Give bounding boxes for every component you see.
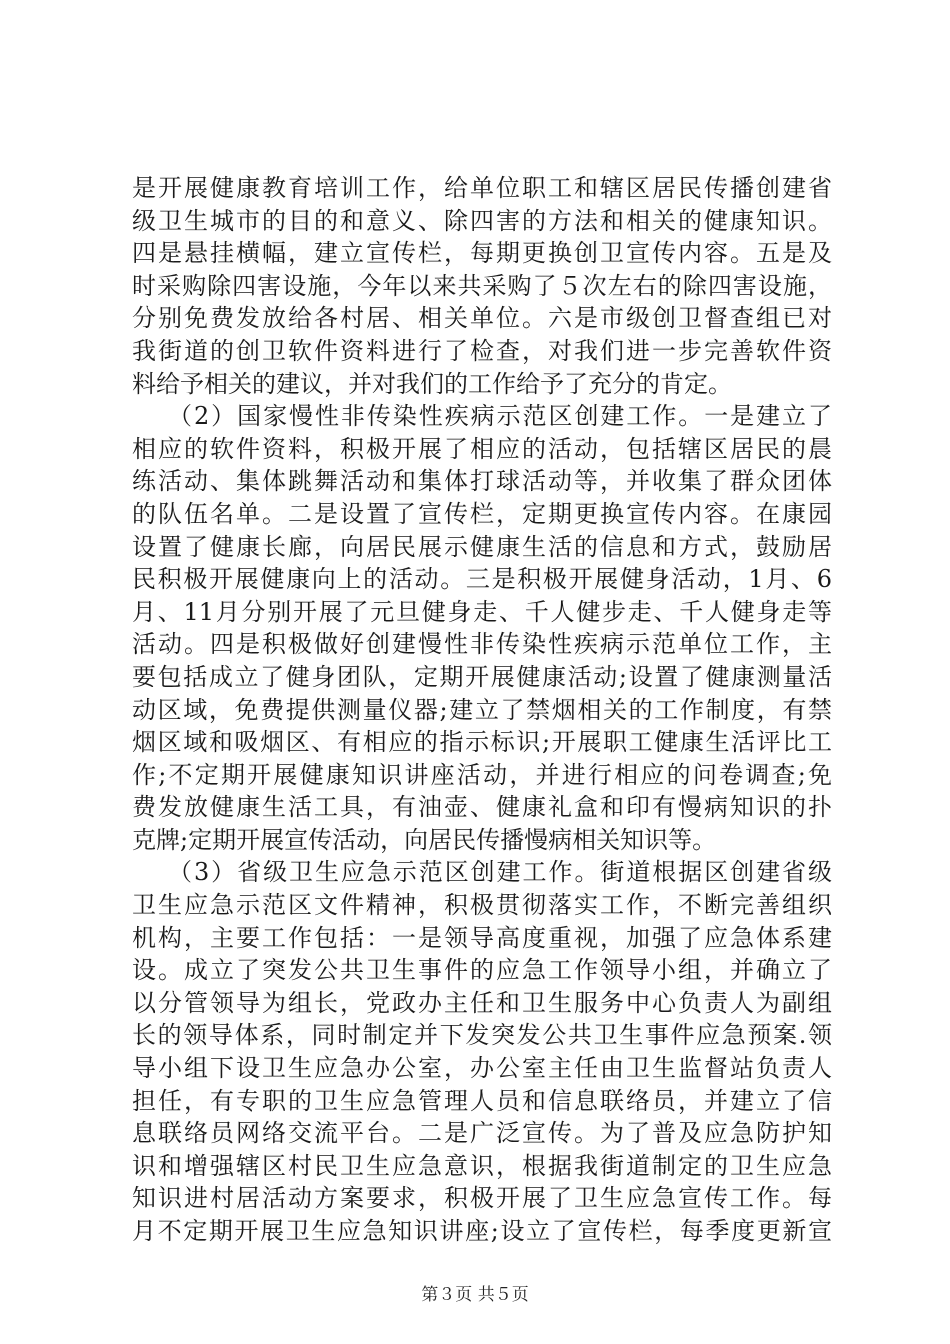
text-line: 息联络员网络交流平台。二是广泛宣传。为了普及应急防护知 xyxy=(132,1119,832,1148)
text-line: 卫生应急示范区文件精神，积极贯彻落实工作，不断完善组织 xyxy=(132,891,832,920)
text-line: 民积极开展健康向上的活动。三是积极开展健身活动，1月、6 xyxy=(132,565,832,594)
text-line: 四是悬挂横幅，建立宣传栏，每期更换创卫宣传内容。五是及 xyxy=(132,239,832,268)
page-number-footer: 第３页 共５页 xyxy=(421,1285,529,1305)
text-line: 相应的软件资料，积极开展了相应的活动，包括辖区居民的晨 xyxy=(132,434,832,463)
paragraph-start-line: （2）国家慢性非传染性疾病示范区创建工作。一是建立了 xyxy=(168,402,832,431)
text-line: 的队伍名单。二是设置了宣传栏，定期更换宣传内容。在康园 xyxy=(132,499,832,528)
document-body xyxy=(132,172,832,1248)
text-line: 长的领导体系，同时制定并下发突发公共卫生事件应急预案.领 xyxy=(132,1021,832,1050)
text-line: 担任，有专职的卫生应急管理人员和信息联络员，并建立了信 xyxy=(132,1086,832,1115)
text-line: 我街道的创卫软件资料进行了检查，对我们进一步完善软件资 xyxy=(132,336,832,365)
text-line: 作;不定期开展健康知识讲座活动，并进行相应的问卷调查;免 xyxy=(132,760,832,789)
text-line: 是开展健康教育培训工作，给单位职工和辖区居民传播创建省 xyxy=(132,174,832,202)
text-line: 识和增强辖区村民卫生应急意识，根据我街道制定的卫生应急 xyxy=(132,1151,832,1180)
text-line: 分别免费发放给各村居、相关单位。六是市级创卫督查组已对 xyxy=(132,304,832,333)
text-line: 费发放健康生活工具，有油壶、健康礼盒和印有慢病知识的扑 xyxy=(132,793,832,822)
text-line: 活动。四是积极做好创建慢性非传染性疾病示范单位工作，主 xyxy=(132,630,832,659)
paragraph-start-line: （3）省级卫生应急示范区创建工作。街道根据区创建省级 xyxy=(168,858,832,887)
text-line: 烟区域和吸烟区、有相应的指示标识;开展职工健康生活评比工 xyxy=(132,728,832,757)
text-line: 知识进村居活动方案要求，积极开展了卫生应急宣传工作。每 xyxy=(132,1184,832,1213)
text-line: 以分管领导为组长，党政办主任和卫生服务中心负责人为副组 xyxy=(132,988,832,1017)
text-line: 时采购除四害设施，今年以来共采购了５次左右的除四害设施， xyxy=(132,271,832,300)
text-line: 克牌;定期开展宣传活动，向居民传播慢病相关知识等。 xyxy=(132,825,717,854)
text-line: 练活动、集体跳舞活动和集体打球活动等，并收集了群众团体 xyxy=(132,467,832,496)
text-line: 要包括成立了健身团队，定期开展健康活动;设置了健康测量活 xyxy=(132,662,832,691)
text-line: 导小组下设卫生应急办公室，办公室主任由卫生监督站负责人 xyxy=(132,1054,832,1083)
text-line: 月不定期开展卫生应急知识讲座;设立了宣传栏，每季度更新宣 xyxy=(132,1217,832,1245)
text-line: 料给予相关的建议，并对我们的工作给予了充分的肯定。 xyxy=(132,369,732,398)
text-line: 设。成立了突发公共卫生事件的应急工作领导小组，并确立了 xyxy=(132,956,832,985)
text-line: 设置了健康长廊，向居民展示健康生活的信息和方式，鼓励居 xyxy=(132,532,832,561)
text-line: 级卫生城市的目的和意义、除四害的方法和相关的健康知识。 xyxy=(132,206,832,235)
text-line: 月、11月分别开展了元旦健身走、千人健步走、千人健身走等 xyxy=(132,597,832,626)
text-line: 动区域，免费提供测量仪器;建立了禁烟相关的工作制度，有禁 xyxy=(132,695,832,724)
text-line: 机构，主要工作包括：一是领导高度重视，加强了应急体系建 xyxy=(132,923,832,952)
